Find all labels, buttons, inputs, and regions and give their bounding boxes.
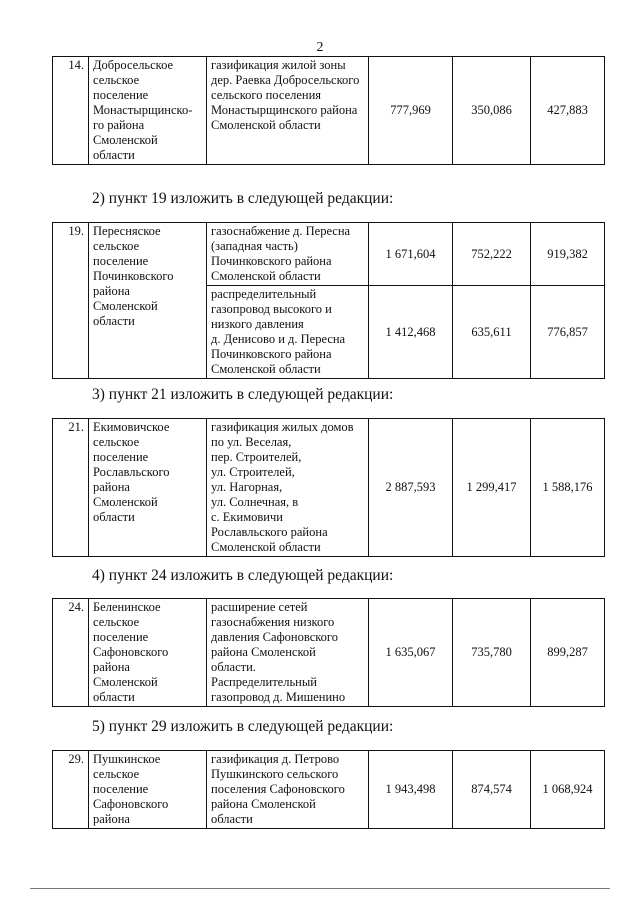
total-amount: 2 887,593 (369, 419, 453, 557)
settlement-name: Екимовичское сельское поселение Рославльского района Смоленской области (89, 419, 207, 557)
settlement-name: Добросельское сельское поселение Монастырщинско- го района Смоленской области (89, 57, 207, 165)
project-description: расширение сетей газоснабжения низкого давления Сафоновского района Смоленской области. Распределительный газопровод д. Мишенино (207, 599, 369, 707)
settlement-name: Беленинское сельское поселение Сафоновского района Смоленской области (89, 599, 207, 707)
table-item-14 (52, 56, 605, 165)
table-row (53, 599, 605, 707)
amount-part-2: 1 588,176 (531, 419, 605, 557)
project-description: газификация д. Петрово Пушкинского сельского поселения Сафоновского района Смоленской области (207, 751, 369, 829)
total-amount: 1 943,498 (369, 751, 453, 829)
amount-part-2: 919,382 (531, 223, 605, 286)
total-amount: 1 412,468 (369, 286, 453, 379)
settlement-name: Пушкинское сельское поселение Сафоновского района (89, 751, 207, 829)
amount-part-2: 1 068,924 (531, 751, 605, 829)
settlement-name: Пересняское сельское поселение Починковского района Смоленской области (89, 223, 207, 379)
amount-part-1: 1 299,417 (453, 419, 531, 557)
total-amount: 1 671,604 (369, 223, 453, 286)
amount-part-1: 874,574 (453, 751, 531, 829)
project-description: газоснабжение д. Пересна (западная часть) Починковского района Смоленской области (207, 223, 369, 286)
table-row (53, 419, 605, 557)
amendment-heading: 2) пункт 19 изложить в следующей редакции: (92, 190, 394, 207)
project-description: газификация жилых домов по ул. Веселая, пер. Строителей, ул. Строителей, ул. Нагорная, ул. Солнечная, в с. Екимовичи Рославльского района Смоленской области (207, 419, 369, 557)
amount-part-2: 899,287 (531, 599, 605, 707)
table-row (53, 223, 605, 286)
item-number: 19. (53, 223, 89, 379)
footer-divider (30, 888, 610, 889)
amendment-heading: 3) пункт 21 изложить в следующей редакции: (92, 386, 394, 403)
amount-part-1: 350,086 (453, 57, 531, 165)
project-description: газификация жилой зоны дер. Раевка Добросельского сельского поселения Монастырщинского района Смоленской области (207, 57, 369, 165)
amount-part-1: 635,611 (453, 286, 531, 379)
item-number: 24. (53, 599, 89, 707)
table-item-24 (52, 598, 605, 707)
table-item-21 (52, 418, 605, 557)
project-description: распределительный газопровод высокого и низкого давления д. Денисово и д. Пересна Починковского района Смоленской области (207, 286, 369, 379)
amount-part-2: 427,883 (531, 57, 605, 165)
table-row (53, 57, 605, 165)
amount-part-1: 735,780 (453, 599, 531, 707)
page-number: 2 (316, 40, 324, 55)
item-number: 21. (53, 419, 89, 557)
amendment-heading: 5) пункт 29 изложить в следующей редакции: (92, 718, 394, 735)
amount-part-1: 752,222 (453, 223, 531, 286)
item-number: 29. (53, 751, 89, 829)
table-item-29 (52, 750, 605, 829)
total-amount: 1 635,067 (369, 599, 453, 707)
item-number: 14. (53, 57, 89, 165)
table-row (53, 751, 605, 829)
amendment-heading: 4) пункт 24 изложить в следующей редакции: (92, 567, 394, 584)
amount-part-2: 776,857 (531, 286, 605, 379)
table-item-19 (52, 222, 605, 379)
total-amount: 777,969 (369, 57, 453, 165)
